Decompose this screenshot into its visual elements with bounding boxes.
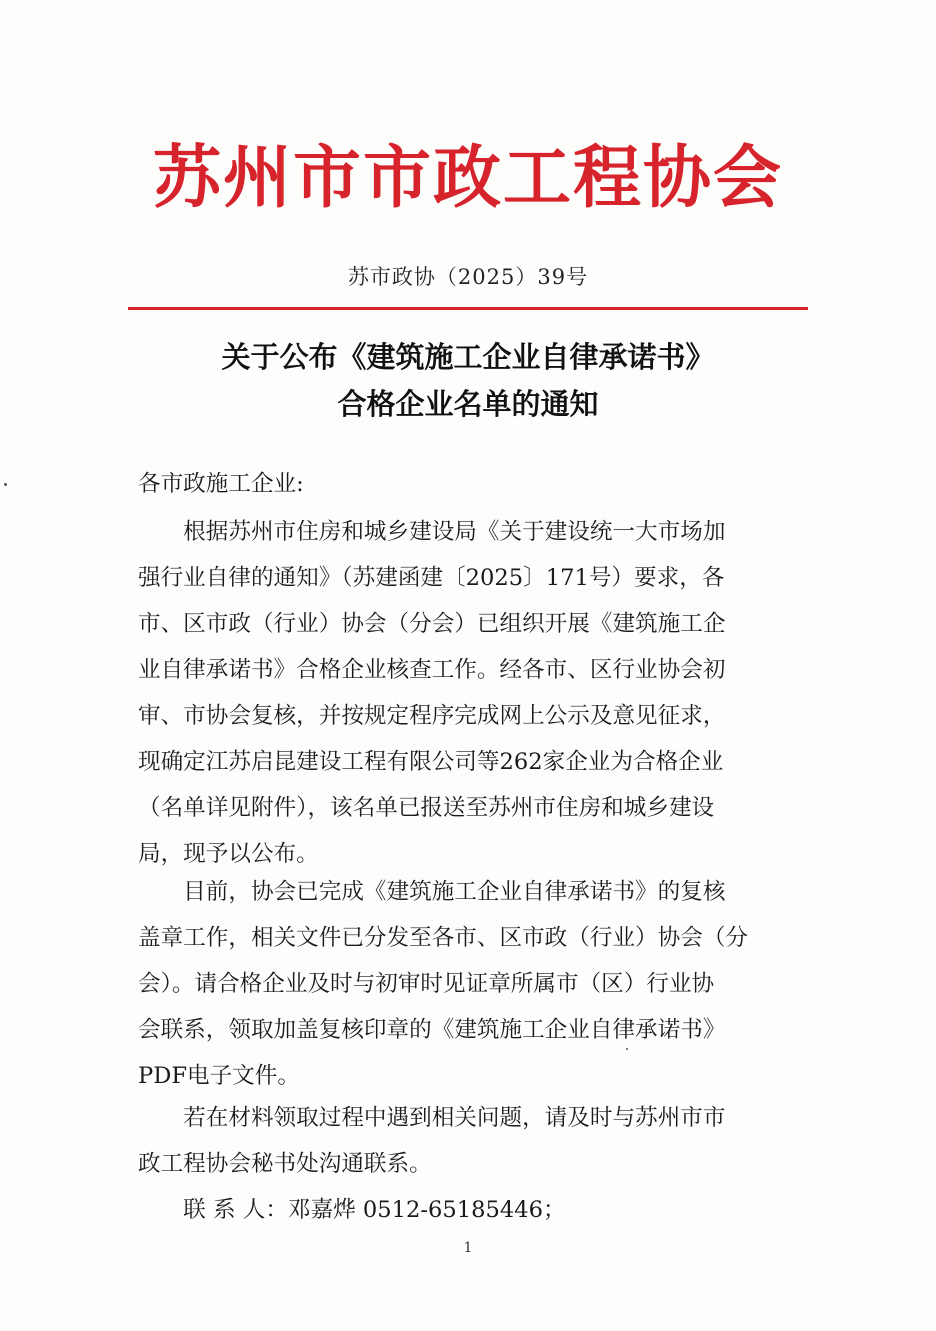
- body-line: 业自律承诺书》合格企业核查工作。经各市、区行业协会初: [138, 657, 726, 683]
- body-line: 市、区市政（行业）协会（分会）已组织开展《建筑施工企: [138, 611, 726, 637]
- page-number: 1: [463, 1240, 473, 1256]
- body-line: 政工程协会秘书处沟通联系。: [138, 1151, 432, 1177]
- red-divider-line: [128, 307, 808, 310]
- document-number: 苏市政协（2025）39号: [347, 265, 589, 289]
- document-title-line-2: 合格企业名单的通知: [337, 387, 599, 421]
- scan-speck: [626, 1048, 628, 1050]
- body-line: 审、市协会复核，并按规定程序完成网上公示及意见征求，: [138, 703, 726, 729]
- document-title-line-1: 关于公布《建筑施工企业自律承诺书》: [221, 340, 715, 374]
- scan-speck: [4, 483, 7, 486]
- body-line: 根据苏州市住房和城乡建设局《关于建设统一大市场加: [138, 519, 726, 545]
- salutation: 各市政施工企业:: [138, 471, 304, 497]
- organization-header: 苏州市市政工程协会: [152, 138, 783, 218]
- body-line: 现确定江苏启昆建设工程有限公司等262家企业为合格企业: [138, 749, 724, 775]
- body-line: 若在材料领取过程中遇到相关问题，请及时与苏州市市: [138, 1105, 726, 1131]
- body-line: 盖章工作，相关文件已分发至各市、区市政（行业）协会（分: [138, 925, 749, 951]
- body-line: 会联系，领取加盖复核印章的《建筑施工企业自律承诺书》: [138, 1017, 726, 1043]
- body-line: （名单详见附件），该名单已报送至苏州市住房和城乡建设: [138, 795, 715, 821]
- body-line: 会）。请合格企业及时与初审时见证章所属市（区）行业协: [138, 971, 715, 997]
- body-line: 局，现予以公布。: [138, 841, 319, 867]
- body-line: 强行业自律的通知》（苏建函建〔2025〕171号）要求，各: [138, 565, 725, 591]
- body-line: 目前，协会已完成《建筑施工企业自律承诺书》的复核: [138, 879, 726, 905]
- body-line: PDF电子文件。: [138, 1063, 300, 1089]
- contact-line: 联 系 人：邓嘉烨 0512-65185446；: [138, 1197, 566, 1223]
